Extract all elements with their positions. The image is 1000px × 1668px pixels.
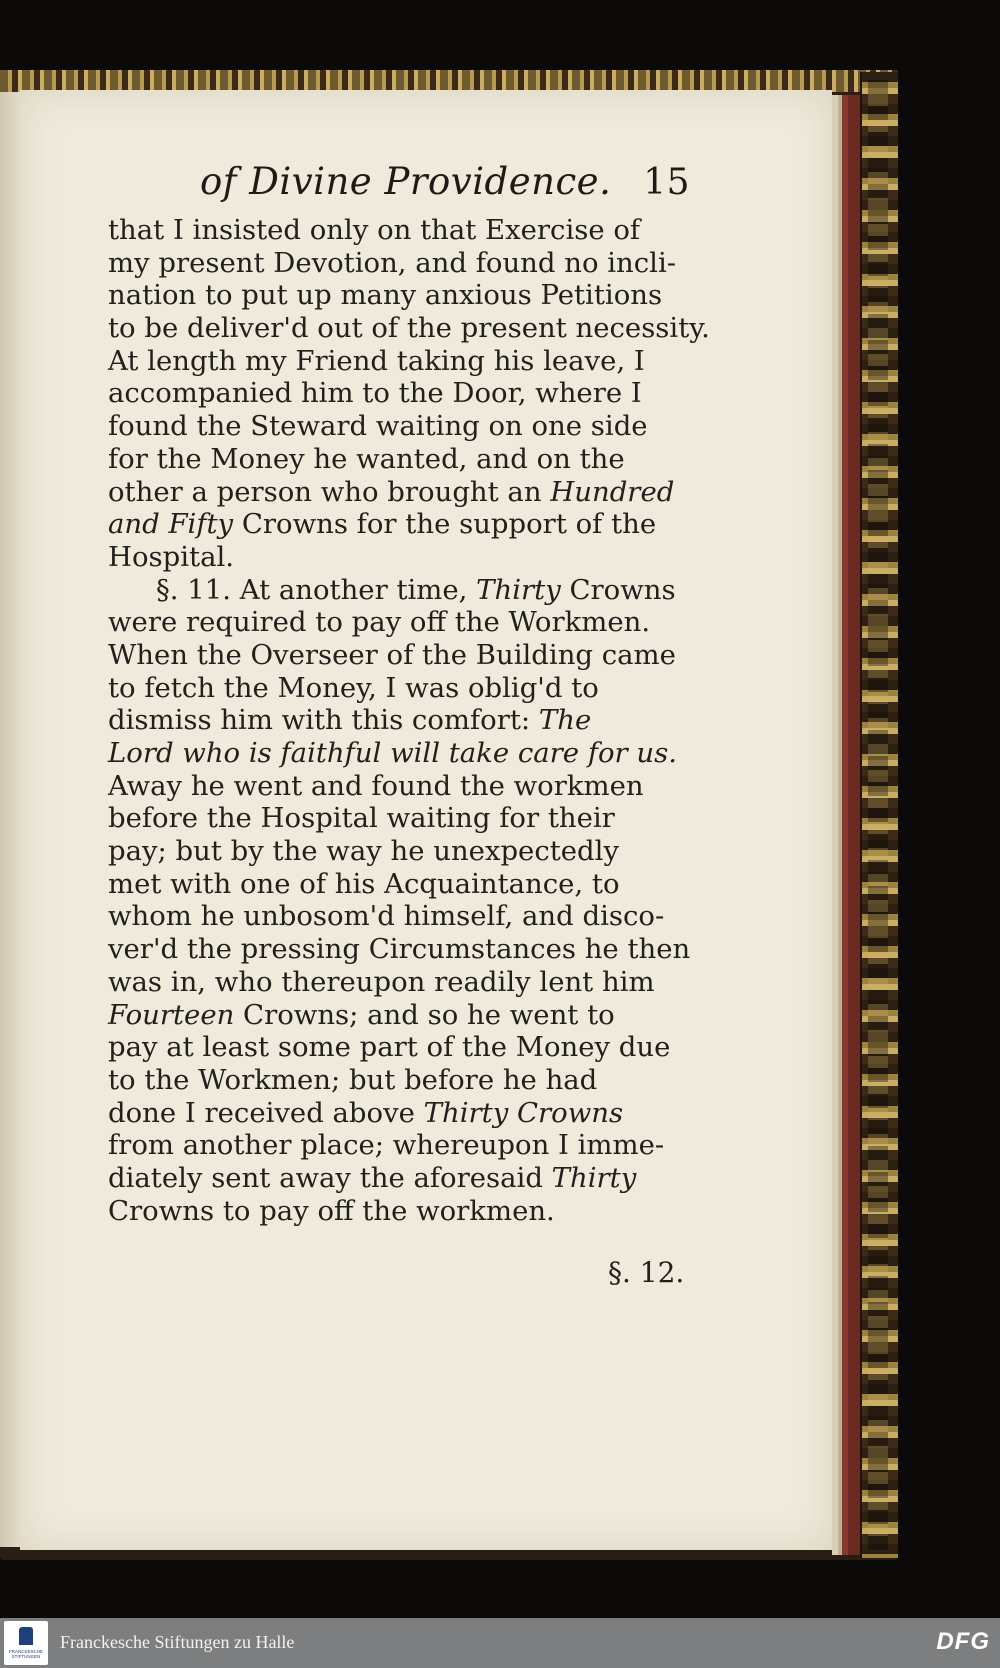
text-line: [108, 802, 682, 835]
text-segment: The: [538, 704, 592, 737]
text-segment: found the Steward waiting on one side: [108, 410, 648, 443]
text-segment: that I insisted only on that Exercise of: [108, 214, 641, 246]
text-segment: and Fifty: [108, 508, 234, 541]
text-segment: Thirty: [551, 1161, 637, 1194]
text-line: [108, 345, 682, 378]
text-segment: dismiss him with this comfort:: [108, 704, 539, 737]
text-line: [108, 639, 682, 672]
text-line: [108, 1097, 682, 1130]
text-line: [108, 835, 682, 868]
text-line-content: [108, 1162, 636, 1195]
text-segment: was in, who thereupon readily lent him: [108, 965, 655, 998]
institution-name[interactable]: Franckesche Stiftungen zu Halle: [60, 1632, 295, 1652]
text-line: [108, 1162, 682, 1195]
text-segment: Crowns: [560, 573, 676, 606]
text-segment: pay; but by the way he unexpectedly: [108, 835, 619, 868]
text-segment: to be deliver'd out of the present necessity.: [108, 312, 710, 345]
text-line: [108, 999, 682, 1032]
page-header: [200, 160, 690, 210]
text-line-content: [108, 279, 662, 312]
text-line-content: [108, 835, 619, 868]
text-line-content: [108, 1195, 555, 1228]
text-line-content: [108, 1064, 597, 1097]
text-line-content: [108, 1129, 664, 1162]
text-line: [108, 574, 682, 607]
text-line-content: [108, 345, 645, 378]
text-segment: nation to put up many anxious Petitions: [108, 279, 663, 312]
text-line-content: [108, 639, 676, 672]
text-segment: Thirty: [476, 573, 561, 606]
text-line: [108, 247, 682, 280]
text-segment: Crowns for the support of the: [233, 508, 657, 541]
text-line-content: [156, 574, 676, 607]
text-segment: to fetch the Money, I was oblig'd to: [108, 671, 599, 704]
text-line: [108, 410, 682, 443]
text-segment: ver'd the pressing Circumstances he then: [108, 933, 691, 966]
text-line-content: [108, 704, 591, 737]
text-line: [108, 704, 682, 737]
text-segment: Crowns; and so he went to: [234, 998, 615, 1031]
text-line: [108, 541, 682, 574]
text-line-content: [108, 770, 644, 803]
text-line-content: [108, 443, 625, 476]
text-line-content: [108, 868, 620, 901]
text-segment: my present Devotion, and found no incli-: [108, 246, 677, 279]
footer-bar: [0, 1618, 1000, 1668]
text-segment: Hospital.: [108, 540, 235, 573]
catchword: §. 12.: [608, 1256, 685, 1289]
text-line-content: [108, 312, 710, 345]
text-line-content: [108, 541, 234, 574]
text-line-content: [108, 802, 615, 835]
page-number: 15: [643, 162, 690, 203]
text-line: [108, 606, 682, 639]
text-line-content: [108, 999, 615, 1032]
text-segment: whom he unbosom'd himself, and disco-: [108, 900, 665, 933]
text-line: [108, 1195, 682, 1228]
text-line-content: [108, 933, 690, 966]
text-line-content: [108, 737, 677, 770]
text-line: [108, 868, 682, 901]
text-segment: Away he went and found the workmen: [108, 769, 644, 802]
text-segment: Hundred: [550, 475, 675, 508]
text-line-content: [108, 410, 648, 443]
spine-ornament: [868, 80, 888, 1550]
running-title: of Divine Providence.: [200, 160, 612, 203]
text-segment: When the Overseer of the Building came: [108, 638, 676, 671]
text-line: [108, 1129, 682, 1162]
text-line-content: [108, 672, 599, 705]
text-line-content: [108, 606, 650, 639]
text-segment: diately sent away the aforesaid: [108, 1161, 552, 1194]
text-segment: Crowns to pay off the workmen.: [108, 1194, 555, 1227]
text-segment: Lord who is faithful will take care for us.: [108, 737, 678, 769]
text-segment: other a person who brought an: [108, 475, 551, 508]
text-line-content: [108, 377, 642, 410]
page-edges: [832, 95, 860, 1555]
text-line-content: [108, 966, 655, 999]
text-line-content: [108, 476, 674, 509]
orphanage-emblem-icon: [19, 1627, 33, 1645]
text-segment: pay at least some part of the Money due: [108, 1031, 671, 1064]
text-line: [108, 377, 682, 410]
text-segment: met with one of his Acquaintance, to: [108, 867, 620, 900]
text-line: [108, 476, 682, 509]
text-segment: At length my Friend taking his leave, I: [108, 344, 645, 377]
text-segment: Fourteen: [108, 998, 235, 1031]
text-line: [108, 312, 710, 345]
text-line-content: [108, 247, 676, 280]
institution-logo[interactable]: [4, 1621, 48, 1665]
text-segment: accompanied him to the Door, where I: [108, 377, 642, 410]
text-line-content: [108, 1097, 623, 1130]
text-segment: done I received above: [108, 1096, 424, 1129]
text-line: [108, 737, 682, 770]
gilt-board-edge: [0, 70, 898, 92]
text-line: [108, 443, 682, 476]
dfg-logo[interactable]: DFG: [936, 1628, 990, 1655]
text-line-content: [108, 508, 656, 541]
text-line: [108, 1031, 682, 1064]
text-segment: from another place; whereupon I imme-: [108, 1129, 665, 1162]
logo-caption: FRANCKESCHE STIFTUNGEN: [8, 1649, 43, 1659]
text-line-content: [108, 1031, 670, 1064]
text-segment: were required to pay off the Workmen.: [108, 606, 651, 639]
text-segment: for the Money he wanted, and on the: [108, 442, 625, 475]
text-segment: Thirty Crowns: [423, 1096, 624, 1129]
text-segment: §. 11. At another time,: [156, 573, 477, 606]
text-line: [108, 900, 682, 933]
text-line-content: [108, 214, 640, 247]
body-text: [108, 214, 710, 1227]
text-line: [108, 508, 682, 541]
text-line: [108, 672, 682, 705]
text-line: [108, 770, 682, 803]
text-segment: before the Hospital waiting for their: [108, 802, 615, 835]
text-line-content: [108, 900, 664, 933]
text-line: [108, 1064, 682, 1097]
text-segment: to the Workmen; but before he had: [108, 1063, 598, 1096]
text-line: [108, 966, 682, 999]
text-line: [108, 279, 682, 312]
text-line: [108, 933, 691, 966]
text-line: [108, 214, 682, 247]
